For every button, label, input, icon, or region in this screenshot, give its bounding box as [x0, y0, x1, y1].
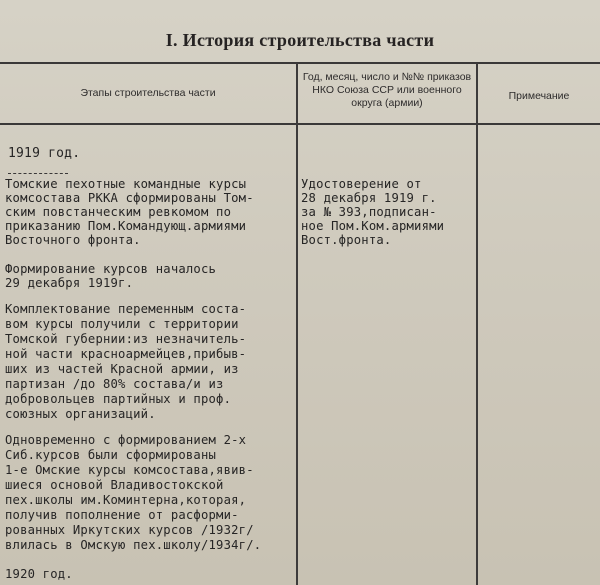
text-line: ное Пом.Ком.армиями [301, 219, 445, 233]
text-line: комсостава РККА сформированы Том- [5, 191, 254, 205]
text-line: вом курсы получили с территории [5, 317, 239, 331]
text-line: 28 декабря 1919 г. [301, 191, 437, 205]
header-bottom-border [0, 123, 600, 125]
text-line: союзных организаций. [5, 407, 156, 421]
column-divider-2 [476, 63, 478, 585]
table-top-border [0, 62, 600, 64]
section-title: I. История строительства части [165, 30, 435, 50]
text-line: Комплектование переменным соста- [5, 302, 247, 316]
column-divider-1 [296, 63, 298, 585]
text-line: рованных Иркутских курсов /1932г/ [5, 523, 254, 537]
header-note: Примечание [508, 90, 570, 102]
text-line: Удостоверение от [301, 177, 422, 191]
text-line: Формирование курсов началось [5, 262, 217, 276]
header-orders: Год, месяц, число и №№ приказов НКО Союза ССР или военного округа (армии) [302, 71, 472, 109]
text-line: Восточного фронта. [5, 233, 141, 247]
text-line: партизан /до 80% состава/и из [5, 377, 224, 391]
text-line: шиеся основой Владивостокской [5, 478, 224, 492]
text-line: ной части красноармейцев,прибыв- [5, 347, 247, 361]
text-line: влилась в Омскую пех.школу/1934г/. [5, 538, 262, 552]
header-stages: Этапы строительства части [80, 87, 216, 99]
year-1919: 1919 год. [8, 146, 81, 161]
text-line: получив пополнение от расформи- [5, 508, 239, 522]
text-line: Сиб.курсов были сформированы [5, 448, 217, 462]
text-line: Томской губернии:из незначитель- [5, 332, 247, 346]
text-line: ским повстанческим ревкомом по [5, 205, 232, 219]
text-line: за № 393,подписан- [301, 205, 437, 219]
text-line: 29 декабря 1919г. [5, 276, 134, 290]
text-line: приказанию Пом.Командующ.армиями [5, 219, 247, 233]
text-line: 1-е Омские курсы комсостава,явив- [5, 463, 254, 477]
text-line: добровольцев партийных и проф. [5, 392, 232, 406]
text-line: Одновременно с формированием 2-х [5, 433, 247, 447]
text-line: Вост.фронта. [301, 233, 392, 247]
year-underline [8, 173, 68, 175]
text-line: ших из частей Красной армии, из [5, 362, 239, 376]
text-line: Томские пехотные командные курсы [5, 177, 247, 191]
text-line: пех.школы им.Коминтерна,которая, [5, 493, 247, 507]
year-1920: 1920 год. [5, 567, 73, 581]
